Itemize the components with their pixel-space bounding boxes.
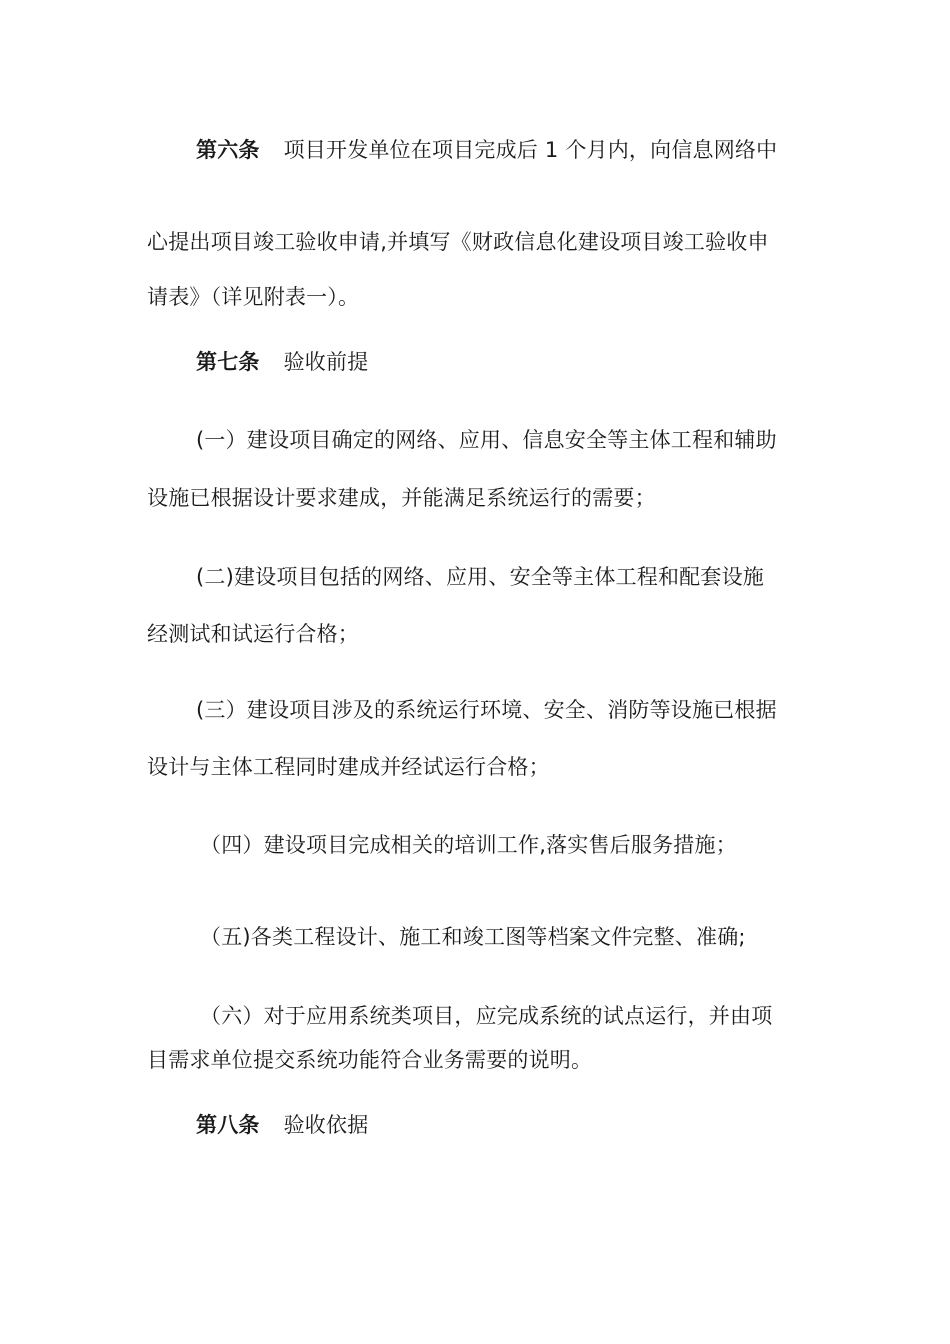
article8-heading-line: [196, 1111, 368, 1139]
article6-text-line2: 心提出项目竣工验收申请,并填写《财政信息化建设项目竣工验收申: [147, 230, 769, 254]
article7-item6-line1: （六）对于应用系统类项目，应完成系统的试点运行，并由项: [200, 1004, 773, 1028]
article7-item5: （五)各类工程设计、施工和竣工图等档案文件完整、准确;: [200, 925, 746, 949]
article7-item1-line2: 设施已根据设计要求建成，并能满足系统运行的需要；: [147, 486, 656, 510]
article7-item2-line1: (二)建设项目包括的网络、应用、安全等主体工程和配套设施: [196, 565, 764, 589]
article7-heading-line: [196, 348, 368, 376]
article7-item3-line1: (三）建设项目涉及的系统运行环境、安全、消防等设施已根据: [196, 698, 777, 722]
article7-item2-line2: 经测试和试运行合格；: [147, 622, 359, 646]
article6-label: 第六条: [196, 138, 260, 162]
article7-item3-line2: 设计与主体工程同时建成并经试运行合格；: [147, 755, 550, 779]
article6-heading-line: [196, 136, 777, 164]
article7-label: 第七条: [196, 350, 260, 374]
article8-title: 验收依据: [283, 1113, 369, 1137]
article8-label: 第八条: [196, 1113, 260, 1137]
article6-text-line1: 项目开发单位在项目完成后 1 个月内，向信息网络中: [283, 138, 778, 162]
article7-title: 验收前提: [283, 350, 369, 374]
article6-text-line3: 请表》（详见附表一）。: [147, 285, 360, 309]
article7-item1-line1: (一）建设项目确定的网络、应用、信息安全等主体工程和辅助: [196, 428, 777, 452]
article7-item4: （四）建设项目完成相关的培训工作,落实售后服务措施；: [200, 833, 737, 857]
article7-item6-line2: 目需求单位提交系统功能符合业务需要的说明。: [147, 1048, 593, 1072]
